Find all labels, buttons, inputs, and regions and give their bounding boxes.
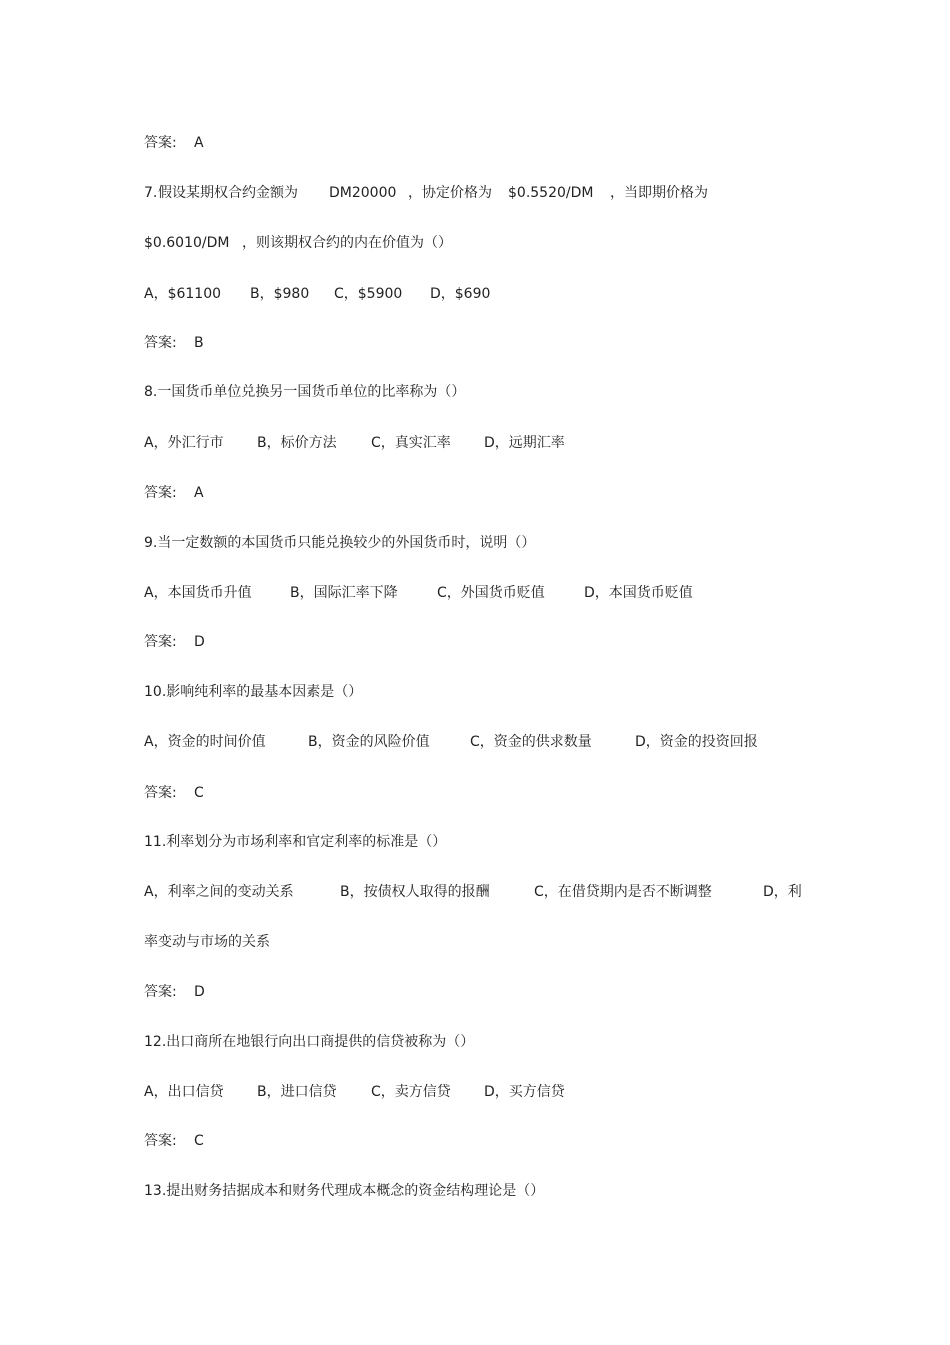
- question-text: 8.一国货币单位兑换另一国货币单位的比率称为（）: [144, 384, 466, 400]
- answer-prefix: 答案:: [144, 785, 177, 801]
- answer-prefix: 答案:: [144, 485, 177, 501]
- option-d: D，资金的投资回报: [635, 734, 758, 750]
- question-text: 11.利率划分为市场利率和官定利率的标准是（）: [144, 834, 447, 850]
- question-text: $0.5520/DM: [508, 185, 594, 201]
- question-text: ，当即期价格为: [610, 185, 708, 201]
- option-a: A，出口信贷: [144, 1084, 224, 1100]
- option-c: C，$5900: [334, 286, 403, 302]
- question-text: 13.提出财务拮据成本和财务代理成本概念的资金结构理论是（）: [144, 1183, 545, 1199]
- option-d: D，买方信贷: [484, 1084, 565, 1100]
- option-a: A，本国货币升值: [144, 585, 252, 601]
- option-c: C，在借贷期内是否不断调整: [534, 884, 712, 900]
- option-c: C，外国货币贬值: [437, 585, 545, 601]
- answer-value: D: [194, 634, 205, 650]
- question-text: 9.当一定数额的本国货币只能兑换较少的外国货币时，说明（）: [144, 535, 536, 551]
- question-text: ，则该期权合约的内在价值为（）: [242, 235, 452, 251]
- option-c: C，资金的供求数量: [470, 734, 592, 750]
- answer-value: B: [194, 335, 204, 351]
- answer-value: D: [194, 984, 205, 1000]
- option-b: B，国际汇率下降: [290, 585, 398, 601]
- question-text: ，协定价格为: [408, 185, 492, 201]
- option-b: B，资金的风险价值: [308, 734, 430, 750]
- option-a: A，$61100: [144, 286, 222, 302]
- answer-prefix: 答案:: [144, 1133, 177, 1149]
- answer-prefix: 答案:: [144, 335, 177, 351]
- option-d: D，$690: [430, 286, 491, 302]
- option-b: B，$980: [250, 286, 310, 302]
- option-d-continued: 率变动与市场的关系: [144, 934, 270, 950]
- answer-prefix: 答案:: [144, 634, 177, 650]
- option-a: A，资金的时间价值: [144, 734, 266, 750]
- answer-value: A: [194, 485, 204, 501]
- option-d: D，远期汇率: [484, 435, 565, 451]
- answer-prefix: 答案:: [144, 984, 177, 1000]
- option-b: B，标价方法: [257, 435, 337, 451]
- question-text: 假设某期权合约金额为: [158, 185, 298, 201]
- question-text: 10.影响纯利率的最基本因素是（）: [144, 684, 363, 700]
- question-text: DM20000: [329, 185, 397, 201]
- option-d: D，利: [763, 884, 802, 900]
- question-number: 7.: [144, 185, 158, 201]
- answer-value: C: [194, 1133, 204, 1149]
- option-b: B，按债权人取得的报酬: [340, 884, 490, 900]
- question-text: 12.出口商所在地银行向出口商提供的信贷被称为（）: [144, 1034, 475, 1050]
- option-b: B，进口信贷: [257, 1084, 337, 1100]
- option-c: C，卖方信贷: [371, 1084, 451, 1100]
- answer-prefix: 答案:: [144, 135, 177, 151]
- option-c: C，真实汇率: [371, 435, 451, 451]
- option-d: D，本国货币贬值: [584, 585, 693, 601]
- option-a: A，外汇行市: [144, 435, 224, 451]
- answer-value: C: [194, 785, 204, 801]
- question-text: $0.6010/DM: [144, 235, 230, 251]
- option-a: A，利率之间的变动关系: [144, 884, 294, 900]
- answer-value: A: [194, 135, 204, 151]
